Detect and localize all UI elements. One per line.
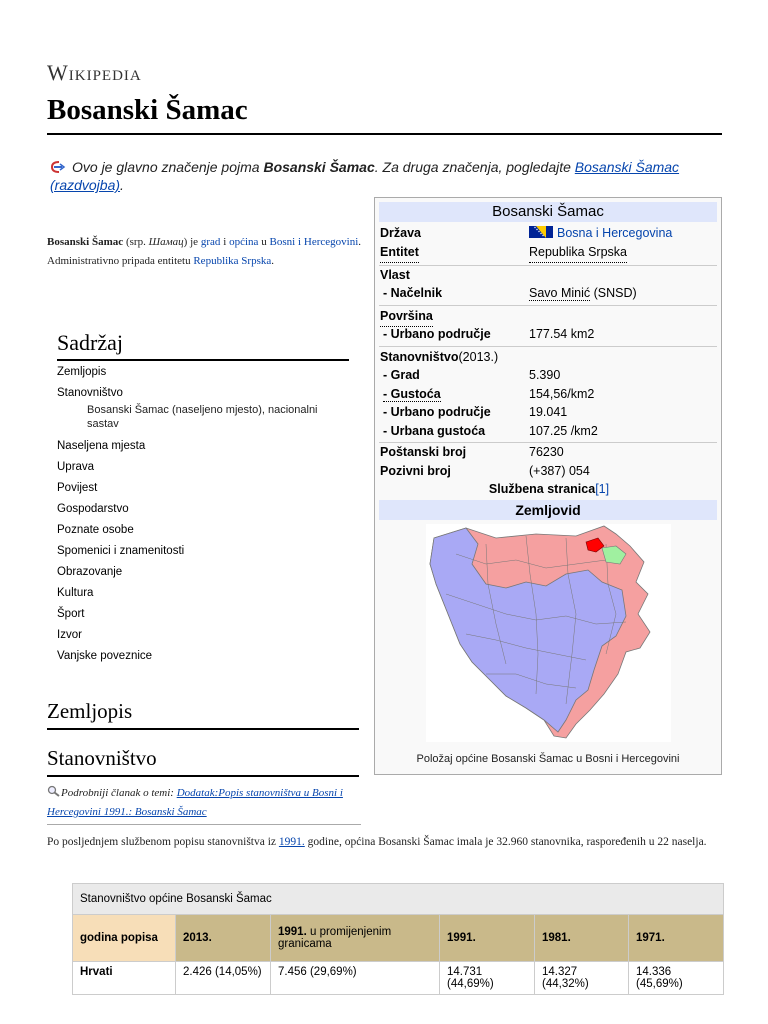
infobox-value: 154,56/km2 [529,387,595,401]
infobox-key: Poštanski broj [380,445,467,459]
infobox-key: Pozivni broj [380,464,451,478]
infobox-key: - Načelnik [383,286,443,300]
infobox-row-nacelnik [380,284,718,303]
infobox-key: - Grad [383,368,420,382]
paragraph-text: Po posljednjem službenom popisu stanovništva iz [47,836,279,848]
lead-text: . [271,255,275,267]
infobox-row-entitet [380,243,718,262]
toc-item[interactable]: Vanjske poveznice [57,650,153,662]
map-caption: Položaj općine Bosanski Šamac u Bosni i Hercegovini [416,753,680,765]
disambiguation-icon [50,160,68,174]
link-republika-srpska[interactable]: Republika Srpska [193,255,272,267]
population-table [72,883,724,995]
table-cell: 2.426 (14,05%) [176,962,271,995]
row-label: Hrvati [73,962,176,995]
hatnote-term: Bosanski Šamac [263,159,375,175]
lead-text: . Administrativno pripada entitetu [47,236,362,267]
table-caption: Stanovništvo općine Bosanski Šamac [73,884,724,915]
table-cell: 14.731 (44,69%) [440,962,535,995]
table-header-1981: 1981. [535,915,629,962]
infobox-row-stanovnistvo [380,348,718,367]
infobox-value: 5.390 [529,368,561,382]
infobox-row-gustoca [380,385,718,404]
lead-cyrillic: Шамац [148,236,184,248]
hatnote-text: Ovo je glavno značenje pojma [72,159,264,175]
infobox-row-urbano-2 [380,403,718,422]
link-opcina[interactable]: općina [229,236,259,248]
table-cell: 14.336 (45,69%) [629,962,724,995]
infobox-separator [379,305,717,306]
infobox [374,197,722,775]
infobox-row-urbana-gustoca [380,422,718,441]
toc-heading: Sadržaj [57,330,349,361]
infobox-value[interactable]: Republika Srpska [529,243,627,263]
link-1991[interactable]: 1991. [278,836,305,848]
infobox-key: - Urbano područje [383,405,491,419]
infobox-title: Bosanski Šamac [379,202,717,222]
toc-item[interactable]: Spomenici i znamenitosti [57,545,185,557]
infobox-row-grad [380,366,718,385]
infobox-separator [379,346,717,347]
infobox-key: - Urbano područje [383,327,491,341]
header-year: 1991. [278,926,307,938]
main-article-note [47,784,361,825]
toc-item[interactable]: Povijest [57,482,98,494]
toc-subitem[interactable]: Bosanski Šamac (naseljeno mjesto), nacionalni sastav [87,404,318,430]
header-note: u promijenjenim granicama [278,926,392,950]
lead-text: ) je [183,236,201,248]
infobox-map-heading: Zemljovid [379,500,717,520]
wikipedia-logo[interactable]: Wikipedia [47,60,142,85]
infobox-row-urbano [380,325,718,344]
infobox-row-povrsina [380,307,718,326]
toc-item[interactable]: Zemljopis [57,366,107,378]
infobox-key-text: Stanovništvo [380,350,459,364]
bih-map-image [426,524,671,742]
table-header-1971: 1971. [629,915,724,962]
page-title: Bosanski Šamac [47,94,722,135]
lead-name: Bosanski Šamac [47,236,124,248]
link-bosna-i-hercegovina[interactable]: Bosna i Hercegovina [557,226,673,240]
main-article-link[interactable]: Dodatak:Popis stanovništva u Bosni i Hercegovini 1991.: Bosanski Šamac [47,787,343,818]
infobox-key: - Urbana gustoća [383,424,486,438]
infobox-row-drzava [380,224,718,243]
infobox-key [383,385,441,404]
disambiguation-link[interactable]: Bosanski Šamac (razdvojba) [50,159,680,193]
infobox-key: Entitet [380,243,419,263]
hatnote-suffix: . [120,177,124,193]
link-grad[interactable]: grad [200,236,221,248]
infobox-value: 107.25 /km2 [529,424,598,438]
infobox-key [380,348,498,367]
main-article-prefix: Podrobniji članak o temi: [61,787,177,799]
infobox-key-text[interactable]: - Gustoća [383,387,441,401]
locator-map[interactable] [426,524,671,742]
official-website-label: Službena stranica [488,482,596,496]
table-header-1991-adjusted [271,915,440,962]
infobox-value: 19.041 [529,405,568,419]
lead-text: (srp. [123,236,149,248]
magnifier-icon [47,785,61,797]
bih-flag-icon [529,226,553,238]
mayor-name[interactable]: Savo Minić [529,286,591,300]
hatnote-text-2: . Za druga značenja, pogledajte [374,159,575,175]
section-heading-stanovnistvo: Stanovništvo [47,746,359,777]
infobox-value: (+387) 054 [529,464,590,478]
mayor-party: (SNSD) [593,286,637,300]
table-header-1991: 1991. [440,915,535,962]
infobox-value [529,284,637,303]
disambiguation-hatnote [50,158,722,194]
infobox-key: Vlast [380,268,410,282]
table-header-godina: godina popisa [73,915,176,962]
census-year: (2013.) [458,350,499,364]
toc-item[interactable]: Poznate osobe [57,524,134,536]
toc-item[interactable]: Uprava [57,461,95,473]
population-paragraph [47,833,723,852]
section-heading-zemljopis: Zemljopis [47,699,359,730]
official-website-link[interactable]: [1] [595,482,610,496]
table-header-2013: 2013. [176,915,271,962]
lead-paragraph [47,233,361,271]
infobox-value: 76230 [529,445,564,459]
infobox-key: Država [380,226,421,240]
infobox-row-vlast [380,266,718,285]
table-row [73,962,724,995]
infobox-row-website [380,480,718,499]
toc-item[interactable]: Obrazovanje [57,566,123,578]
toc-item[interactable]: Gospodarstvo [57,503,129,515]
toc-item[interactable]: Izvor [57,629,82,641]
toc-item[interactable]: Kultura [57,587,94,599]
lead-text: u [258,236,270,248]
toc-item[interactable]: Šport [57,608,85,620]
lead-text: i [220,236,230,248]
paragraph-text: godine, općina Bosanski Šamac imala je 32.960 stanovnika, raspoređenih u 22 naselja. [304,836,707,848]
table-cell: 14.327 (44,32%) [535,962,629,995]
infobox-value [529,224,672,243]
link-bih[interactable]: Bosni i Hercegovini [269,236,359,248]
toc-item[interactable]: Naseljena mjesta [57,440,146,452]
infobox-row-postanski [380,443,718,462]
infobox-row-pozivni [380,462,718,481]
table-cell: 7.456 (29,69%) [271,962,440,995]
infobox-value: 177.54 km2 [529,327,595,341]
infobox-key: Površina [380,307,433,327]
toc-item[interactable]: Stanovništvo [57,387,123,399]
